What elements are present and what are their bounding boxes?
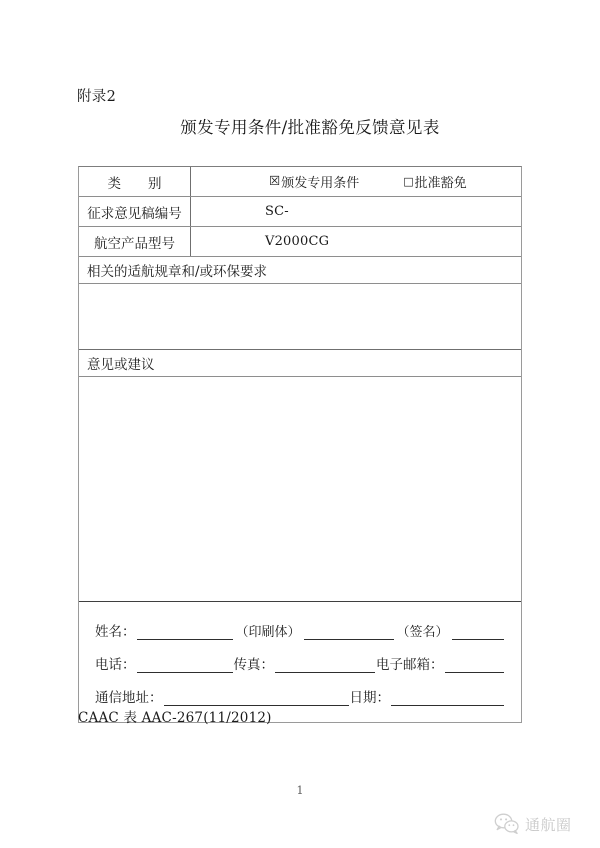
watermark-text: 通航圈 xyxy=(525,815,572,834)
product-model-value: V2000CG xyxy=(265,234,330,249)
category-value-cell xyxy=(191,167,521,196)
signature-row-contact xyxy=(95,653,505,673)
product-model-value-cell[interactable] xyxy=(191,227,521,256)
watermark xyxy=(494,812,572,836)
table-row-draft-number xyxy=(79,197,521,227)
name-field-continuation[interactable] xyxy=(304,626,394,640)
comments-section-header: 意见或建议 xyxy=(79,350,521,377)
empty-box-icon[interactable]: □ xyxy=(403,175,414,188)
draft-number-value-cell[interactable] xyxy=(191,197,521,226)
page-number: 1 xyxy=(296,784,304,797)
date-field[interactable] xyxy=(391,692,504,706)
phone-label: 电话： xyxy=(95,657,136,673)
regulations-input-area[interactable] xyxy=(79,284,521,350)
option-exemption-approval-label: 批准豁免 xyxy=(414,176,467,191)
comments-input-area[interactable] xyxy=(79,377,521,602)
category-label: 类 别 xyxy=(79,167,191,196)
signature-note: （签名） xyxy=(396,625,449,640)
appendix-label: 附录2 xyxy=(77,89,117,105)
printed-form-note: （印刷体） xyxy=(235,625,301,640)
email-field[interactable] xyxy=(445,659,505,673)
name-field[interactable] xyxy=(137,626,233,640)
name-label: 姓名： xyxy=(95,624,136,640)
phone-field[interactable] xyxy=(137,659,233,673)
wechat-icon xyxy=(494,812,520,836)
option-special-conditions-label: 颁发专用条件 xyxy=(281,176,360,191)
email-label: 电子邮箱： xyxy=(376,657,444,673)
draft-number-label: 征求意见稿编号 xyxy=(79,197,191,226)
address-field[interactable] xyxy=(164,692,349,706)
feedback-form-table xyxy=(78,166,522,723)
signature-row-address xyxy=(95,686,505,706)
option-special-conditions[interactable] xyxy=(269,172,359,191)
page-title: 颁发专用条件/批准豁免反馈意见表 xyxy=(180,118,440,137)
option-exemption-approval[interactable] xyxy=(403,172,466,191)
signature-field[interactable] xyxy=(452,626,504,640)
regulations-section-header: 相关的适航规章和/或环保要求 xyxy=(79,257,521,284)
date-label: 日期： xyxy=(349,690,390,706)
table-row-category xyxy=(79,167,521,197)
signature-row-name xyxy=(95,620,505,640)
product-model-label: 航空产品型号 xyxy=(79,227,191,256)
form-code: CAAC 表 AAC-267(11/2012) xyxy=(78,710,272,726)
category-options xyxy=(199,172,467,191)
address-label: 通信地址： xyxy=(95,690,163,706)
draft-number-value: SC- xyxy=(265,204,289,219)
table-row-product-model xyxy=(79,227,521,257)
fax-label: 传真： xyxy=(233,657,274,673)
signature-block xyxy=(79,602,521,722)
checked-box-icon[interactable]: ☒ xyxy=(269,173,281,189)
fax-field[interactable] xyxy=(275,659,375,673)
